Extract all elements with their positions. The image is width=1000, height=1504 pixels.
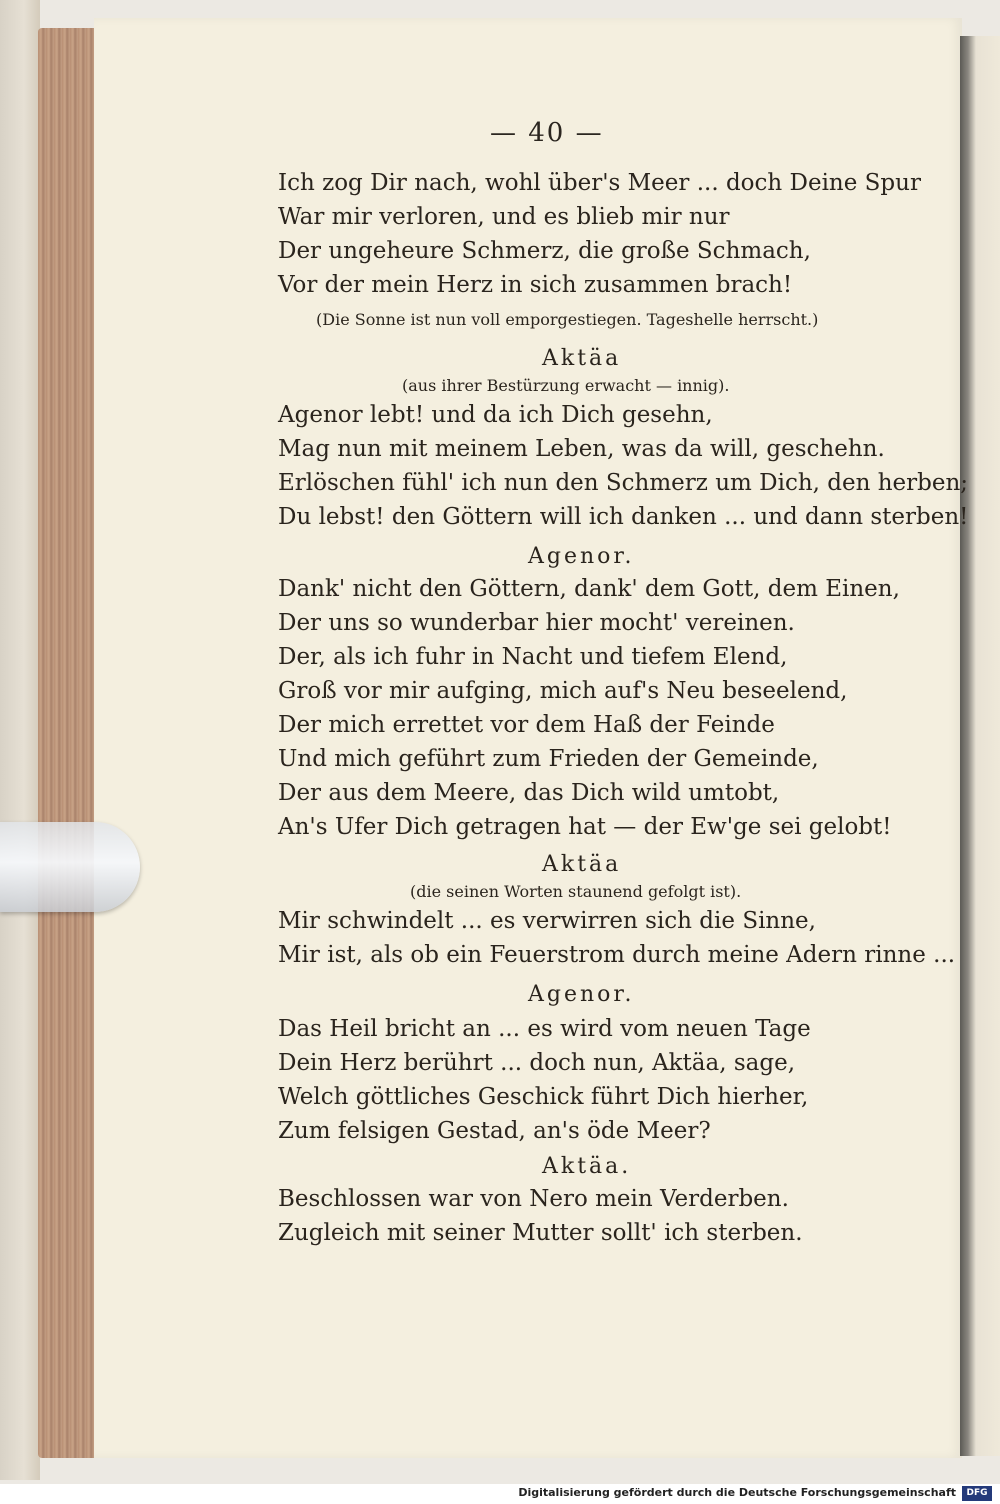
speaker-name: Aktäa — [542, 346, 622, 371]
verse-line: Dank' nicht den Göttern, dank' dem Gott, dem Einen, — [278, 576, 900, 602]
stage-direction: (die seinen Worten staunend gefolgt ist). — [410, 882, 742, 901]
verse-line: Mir ist, als ob ein Feuerstrom durch meine Adern rinne ... — [278, 942, 956, 968]
verse-line: An's Ufer Dich getragen hat — der Ew'ge sei gelobt! — [278, 814, 892, 840]
page-number: — 40 — — [490, 118, 604, 148]
verse-line: Zum felsigen Gestad, an's öde Meer? — [278, 1118, 711, 1144]
verse-line: War mir verloren, und es blieb mir nur — [278, 204, 730, 230]
speaker-name: Agenor. — [528, 544, 635, 569]
verse-line: Groß vor mir aufging, mich auf's Neu beseelend, — [278, 678, 848, 704]
verse-line: Der uns so wunderbar hier mocht' vereinen. — [278, 610, 795, 636]
verse-line: Dein Herz berührt ... doch nun, Aktäa, sage, — [278, 1050, 796, 1076]
verse-line: Zugleich mit seiner Mutter sollt' ich sterben. — [278, 1220, 803, 1246]
footer-credit: Digitalisierung gefördert durch die Deutsche Forschungsgemeinschaft — [518, 1486, 956, 1499]
verse-line: Welch göttliches Geschick führt Dich hierher, — [278, 1084, 809, 1110]
verse-line: Beschlossen war von Nero mein Verderben. — [278, 1186, 789, 1212]
stage-direction: (Die Sonne ist nun voll emporgestiegen. Tageshelle herrscht.) — [316, 310, 819, 329]
speaker-name: Aktäa — [542, 852, 622, 877]
speaker-name: Agenor. — [528, 982, 635, 1007]
verse-line: Du lebst! den Göttern will ich danken ... und dann sterben! — [278, 504, 969, 530]
verse-line: Und mich geführt zum Frieden der Gemeinde, — [278, 746, 819, 772]
verse-line: Vor der mein Herz in sich zusammen brach! — [278, 272, 793, 298]
verse-line: Agenor lebt! und da ich Dich gesehn, — [278, 402, 713, 428]
verse-line: Mir schwindelt ... es verwirren sich die Sinne, — [278, 908, 816, 934]
verse-line: Der aus dem Meere, das Dich wild umtobt, — [278, 780, 780, 806]
verse-line: Der, als ich fuhr in Nacht und tiefem Elend, — [278, 644, 788, 670]
digitization-footer — [0, 1484, 1000, 1504]
stage-direction: (aus ihrer Bestürzung erwacht — innig). — [402, 376, 730, 395]
verse-line: Ich zog Dir nach, wohl über's Meer ... doch Deine Spur — [278, 170, 921, 196]
verse-line: Der ungeheure Schmerz, die große Schmach, — [278, 238, 811, 264]
verse-line: Mag nun mit meinem Leben, was da will, geschehn. — [278, 436, 885, 462]
verse-line: Der mich errettet vor dem Haß der Feinde — [278, 712, 775, 738]
dfg-logo: DFG — [962, 1486, 992, 1501]
speaker-name: Aktäa. — [542, 1154, 632, 1179]
verse-line: Erlöschen fühl' ich nun den Schmerz um Dich, den herben; — [278, 470, 969, 496]
verse-line: Das Heil bricht an ... es wird vom neuen Tage — [278, 1016, 811, 1042]
